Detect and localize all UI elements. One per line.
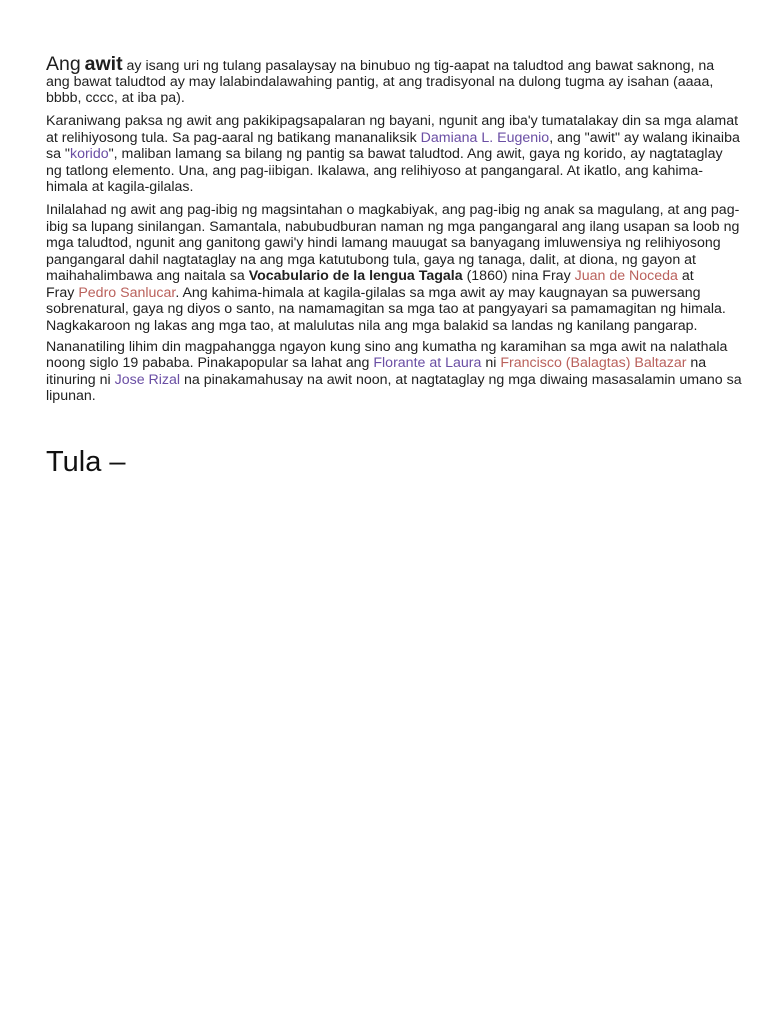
- link-francisco-balagtas-baltazar[interactable]: Francisco (Balagtas) Baltazar: [500, 355, 687, 371]
- paragraph-line: pangangaral dahil nagtataglay na ang mga katutubong tula, gaya ng tanaga, dalit, at diona, ng gayon at: [46, 251, 696, 268]
- link-juan-de-noceda[interactable]: Juan de Noceda: [574, 268, 678, 284]
- paragraph-line: ng tatlong elemento. Una, ang pag-iibigan. Ikalawa, ang relihiyoso at pangangaral. At ikatlo, ang kahima-: [46, 162, 703, 179]
- line-text: na: [686, 355, 707, 371]
- line-text: sa ": [46, 146, 70, 162]
- line-text: , ang "awit" ay walang ikinaiba: [549, 129, 740, 146]
- paragraph-line: Inilalahad ng awit ang pag-ibig ng magsintahan o magkabiyak, ang pag-ibig ng anak sa magulang, at ang pag-: [46, 202, 740, 218]
- paragraph-line: [46, 55, 726, 74]
- paragraph-line: Nananatiling lihim din magpahangga ngayon kung sino ang kumatha ng karamihan sa mga awit na nalathala: [46, 338, 728, 355]
- link-damiana-l-eugenio[interactable]: Damiana L. Eugenio: [420, 129, 550, 146]
- line-text: na pinakamahusay na awit noon, at nagtataglay ng mga diwaing masasalamin umano sa: [180, 371, 742, 388]
- section-heading-tula: Tula –: [46, 446, 126, 478]
- paragraph-line: mga taludtod, ngunit ang ganitong gawi'y hindi lamang mauugat sa banyagang imluwensiya ng relihiyosong: [46, 235, 721, 251]
- paragraph-awit-authorship: [46, 338, 742, 405]
- line-text: ni: [481, 355, 501, 371]
- line-text: maihahalimbawa ang naitala sa: [46, 268, 249, 284]
- paragraph-awit-definition: [46, 55, 726, 107]
- paragraph-line: [46, 129, 740, 147]
- line-text: ay isang uri ng tulang pasalaysay na binubuo ng tig-aapat na taludtod ang bawat saknong, na: [126, 58, 715, 74]
- paragraph-line: [46, 146, 726, 163]
- paragraph-line: [46, 371, 742, 389]
- line-text: itinuring ni: [46, 371, 115, 388]
- paragraph-line: sobrenatural, gaya ng diyos o santo, na namamagitan sa mga tao at pangyayari sa pamamagitan ng himala.: [46, 301, 726, 317]
- paragraph-line: [46, 355, 726, 372]
- line-text: ", maliban lamang sa bilang ng pantig sa bawat taludtod. Ang awit, gaya ng korido, ay nagtataglay: [108, 146, 723, 162]
- line-text: . Ang kahima-himala at kagila-gilalas sa mga awit ay may kaugnayan sa puwersang: [175, 284, 701, 301]
- book-title-vocabulario: Vocabulario de la lengua Tagala: [248, 268, 463, 284]
- paragraph-awit-themes: [46, 113, 740, 196]
- paragraph-line: himala at kagila-gilalas.: [46, 179, 194, 195]
- paragraph-line: [46, 285, 726, 302]
- line-text: at: [677, 268, 694, 284]
- paragraph-line: ibig sa lupang sinilangan. Samantala, nabubudburan naman ng mga pangangaral ang ilang usapan sa loob ng: [46, 218, 740, 235]
- line-text: noong siglo 19 pababa. Pinakapopular sa lahat ang: [46, 355, 374, 371]
- lead-term-awit: awit: [84, 53, 123, 75]
- paragraph-line: [46, 268, 726, 285]
- lead-word-ang: Ang: [46, 53, 81, 75]
- paragraph-line: Nagkakaroon ng lakas ang mga tao, at malulutas nila ang mga balakid sa landas ng kanilang pangarap.: [46, 317, 698, 334]
- link-jose-rizal[interactable]: Jose Rizal: [114, 371, 181, 388]
- line-text: Fray: [46, 284, 79, 301]
- line-text: at relihiyosong tula. Sa pag-aaral ng batikang mananaliksik: [46, 129, 421, 146]
- line-text: (1860) nina Fray: [462, 268, 575, 284]
- paragraph-awit-love-and-preaching: [46, 202, 740, 334]
- paragraph-line: lipunan.: [46, 388, 96, 404]
- link-florante-at-laura[interactable]: Florante at Laura: [373, 355, 482, 371]
- link-korido[interactable]: korido: [69, 146, 109, 162]
- paragraph-line: ang bawat taludtod ay may lalabindalawahing pantig, at ang tradisyonal na dulong tugma ay isahan (aaaa,: [46, 73, 714, 90]
- link-pedro-sanlucar[interactable]: Pedro Sanlucar: [78, 284, 176, 301]
- paragraph-line: bbbb, cccc, at iba pa).: [46, 90, 185, 106]
- paragraph-line: Karaniwang paksa ng awit ang pakikipagsapalaran ng bayani, ngunit ang iba'y tumatalakay din sa mga alamat: [46, 113, 739, 129]
